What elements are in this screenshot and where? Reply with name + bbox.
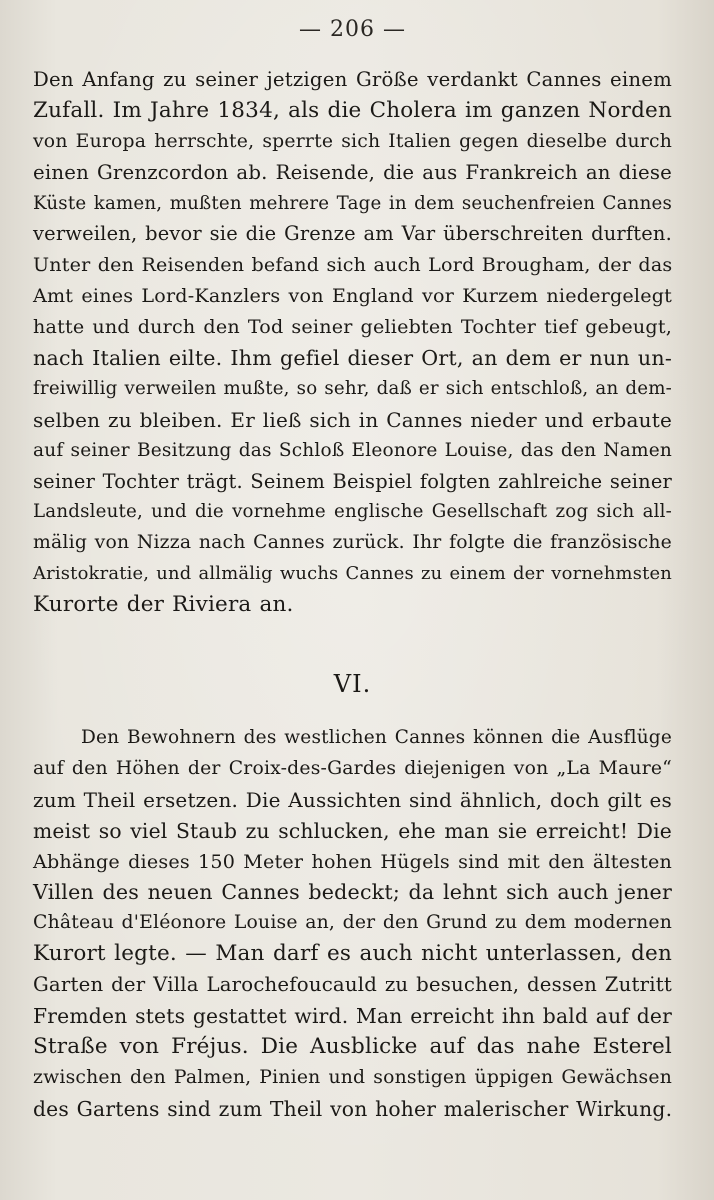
paragraph-2-line: Garten der Villa Larochefoucauld zu besuchen, dessen Zutritt — [33, 973, 672, 997]
paragraph-2-line: meist so viel Staub zu schlucken, ehe man sie erreicht! Die — [33, 818, 672, 843]
paragraph-2-line: Den Bewohnern des westlichen Cannes können die Ausflüge — [81, 727, 672, 749]
paragraph-1-line: Unter den Reisenden befand sich auch Lord Brougham, der das — [33, 253, 673, 277]
paragraph-2-line: Abhänge dieses 150 Meter hohen Hügels sind mit den ältesten — [33, 849, 672, 873]
paragraph-1-line: Amt eines Lord-Kanzlers von England vor Kurzem niedergelegt — [33, 284, 672, 308]
paragraph-2 — [33, 723, 672, 1125]
paragraph-1-line: hatte und durch den Tod seiner geliebten Tochter tief gebeugt, — [33, 315, 672, 339]
paragraph-1-line: Zufall. Im Jahre 1834, als die Cholera im ganzen Norden — [33, 97, 672, 123]
paragraph-1-line: Kurorte der Riviera an. — [33, 592, 294, 618]
paragraph-1 — [33, 65, 672, 621]
paragraph-1-line: nach Italien eilte. Ihm gefiel dieser Ort, an dem er nun un- — [33, 346, 672, 371]
paragraph-1-line: selben zu bleiben. Er ließ sich in Cannes nieder und erbaute — [33, 407, 672, 432]
paragraph-1-line: auf seiner Besitzung das Schloß Eleonore Louise, das den Namen — [33, 439, 672, 461]
paragraph-1-line: Landsleute, und die vornehme englische Gesellschaft zog sich all- — [33, 501, 672, 523]
paragraph-1-line: seiner Tochter trägt. Seinem Beispiel folgten zahlreiche seiner — [33, 469, 672, 493]
paragraph-1-line: Aristokratie, und allmälig wuchs Cannes zu einem der vornehmsten — [33, 563, 672, 585]
paragraph-2-line: Fremden stets gestattet wird. Man erreicht ihn bald auf der — [33, 1004, 672, 1029]
paragraph-1-line: einen Grenzcordon ab. Reisende, die aus Frankreich an diese — [33, 160, 672, 184]
paragraph-1-line: Küste kamen, mußten mehrere Tage in dem seuchenfreien Cannes — [33, 192, 672, 214]
paragraph-2-line: zwischen den Palmen, Pinien und sonstigen üppigen Gewächsen — [33, 1066, 672, 1088]
paragraph-1-line: verweilen, bevor sie die Grenze am Var überschreiten durften. — [33, 222, 672, 246]
paragraph-1-line: von Europa herrschte, sperrte sich Italien gegen dieselbe durch — [33, 130, 672, 152]
paragraph-2-line: des Gartens sind zum Theil von hoher malerischer Wirkung. — [33, 1096, 673, 1121]
paragraph-2-line: auf den Höhen der Croix-des-Gardes diejenigen von „La Maure“ — [33, 757, 672, 779]
paragraph-2-line: Villen des neuen Cannes bedeckt; da lehnt sich auch jener — [33, 880, 672, 905]
section-heading: VI. — [333, 670, 372, 699]
paragraph-2-line: Straße von Fréjus. Die Ausblicke auf das nahe Esterel — [33, 1033, 672, 1059]
page-number: — 206 — — [299, 17, 406, 42]
paragraph-2-line: Kurort legte. — Man darf es auch nicht unterlassen, den — [33, 941, 672, 967]
paragraph-1-line: mälig von Nizza nach Cannes zurück. Ihr folgte die französische — [33, 532, 672, 554]
paragraph-1-line: freiwillig verweilen mußte, so sehr, daß er sich entschloß, an dem- — [33, 377, 672, 399]
paragraph-2-line: Château d'Eléonore Louise an, der den Grund zu dem modernen — [33, 912, 672, 934]
paragraph-1-line: Den Anfang zu seiner jetzigen Größe verdankt Cannes einem — [33, 68, 672, 91]
paragraph-2-line: zum Theil ersetzen. Die Aussichten sind ähnlich, doch gilt es — [33, 787, 672, 812]
